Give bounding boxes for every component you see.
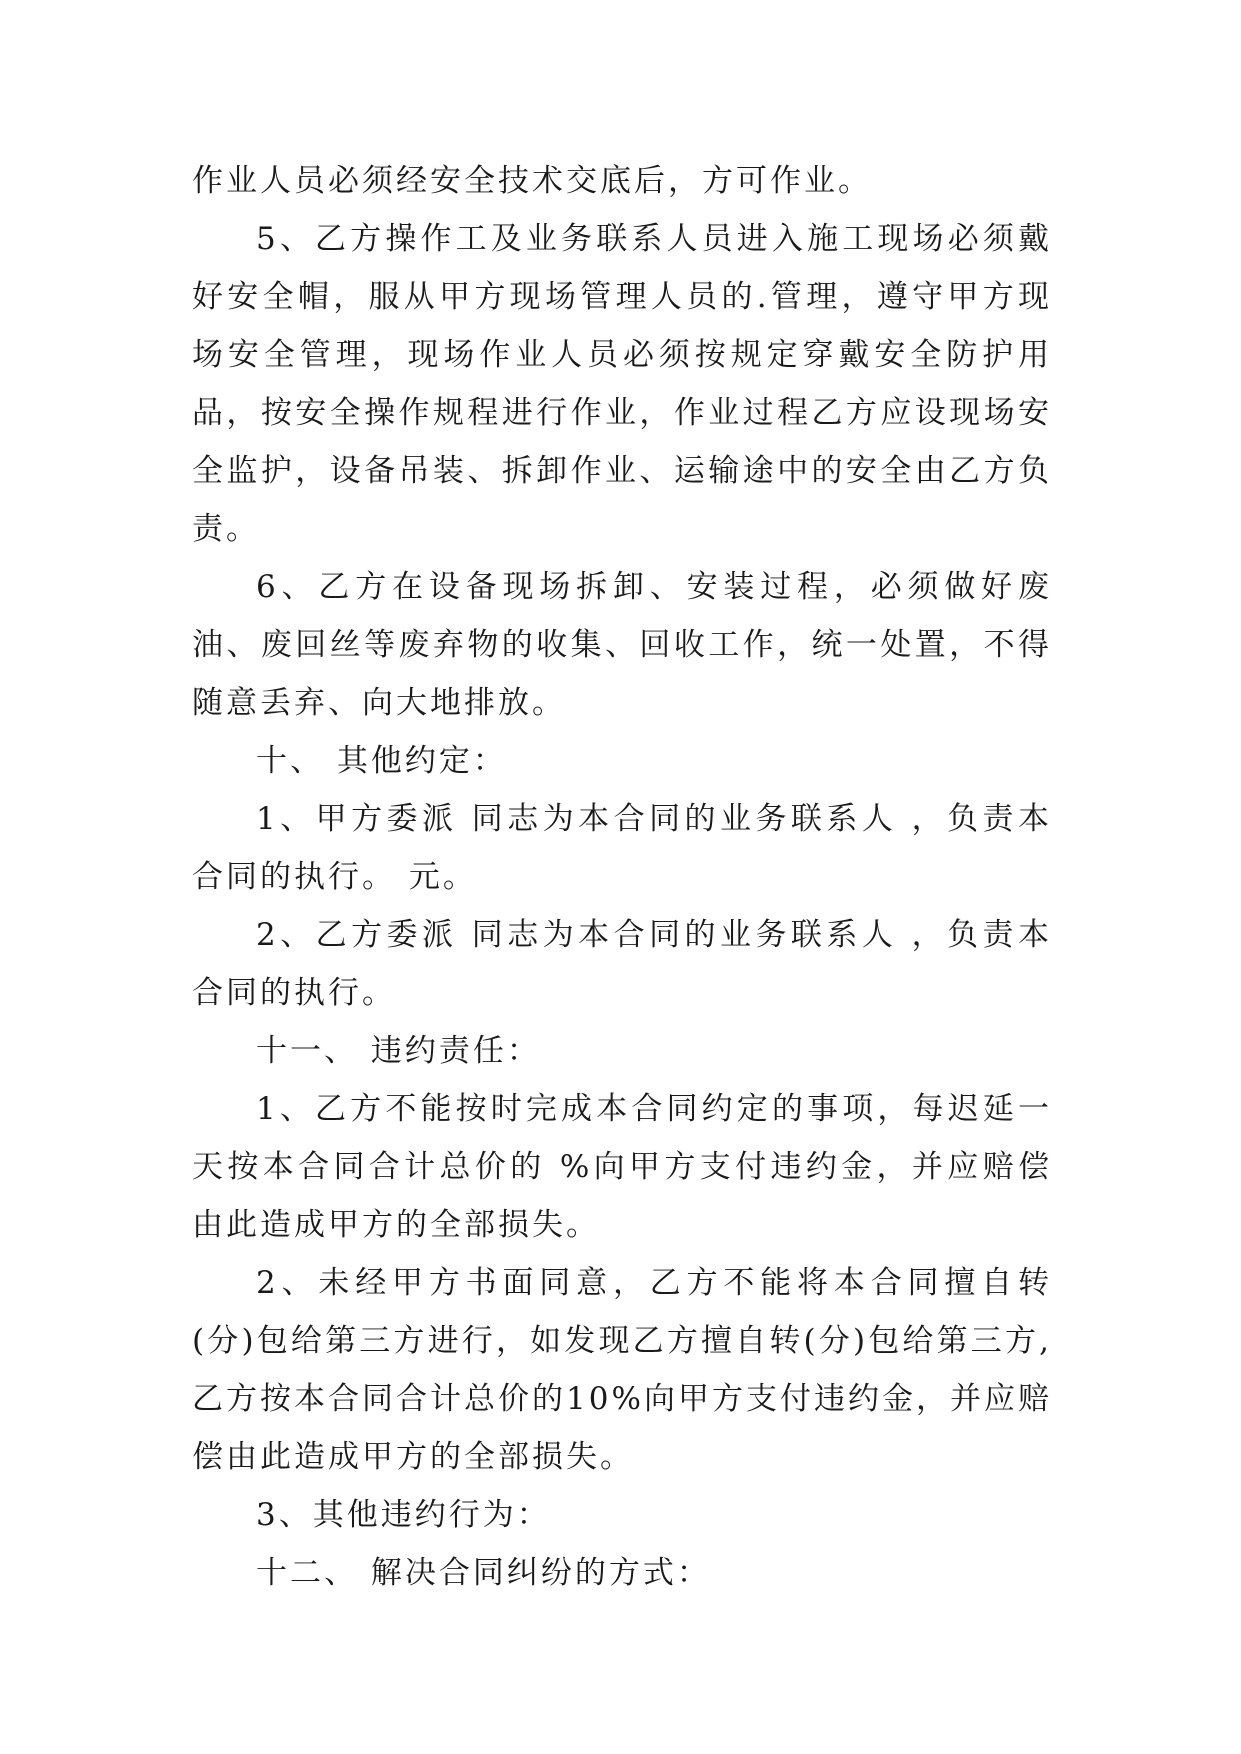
paragraph-item-6: 6、乙方在设备现场拆卸、安装过程，必须做好废油、废回丝等废弃物的收集、回收工作，统一处置，不得随意丢弃、向大地排放。 — [192, 569, 1052, 721]
paragraph-11-1: 1、乙方不能按时完成本合同约定的事项，每迟延一天按本合同合计总价的 %向甲方支付违约金，并应赔偿由此造成甲方的全部损失。 — [192, 1091, 1052, 1243]
section-heading-10: 十、 其他约定： — [256, 743, 507, 779]
paragraph-10-2: 2、乙方委派 同志为本合同的业务联系人 ，负责本合同的执行。 — [192, 917, 1052, 1011]
section-heading-11: 十一、 违约责任： — [256, 1033, 541, 1069]
paragraph-item-5: 5、乙方操作工及业务联系人员进入施工现场必须戴好安全帽，服从甲方现场管理人员的.管理，遵守甲方现场安全管理，现场作业人员必须按规定穿戴安全防护用品，按安全操作规程进行作业，作业过程乙方应设现场安全监护，设备吊装、拆卸作业、运输途中的安全由乙方负责。 — [192, 221, 1052, 547]
paragraph-11-2: 2、未经甲方书面同意，乙方不能将本合同擅自转(分)包给第三方进行，如发现乙方擅自转(分)包给第三方,乙方按本合同合计总价的10%向甲方支付违约金，并应赔偿由此造成甲方的全部损失。 — [192, 1265, 1052, 1475]
paragraph-11-3: 3、其他违约行为： — [256, 1497, 551, 1533]
section-heading-12: 十二、 解决合同纠纷的方式： — [256, 1555, 711, 1591]
document-body — [192, 152, 1052, 1602]
paragraph-continuation: 作业人员必须经安全技术交底后，方可作业。 — [192, 163, 872, 199]
paragraph-10-1: 1、甲方委派 同志为本合同的业务联系人 ，负责本合同的执行。 元。 — [192, 801, 1052, 895]
